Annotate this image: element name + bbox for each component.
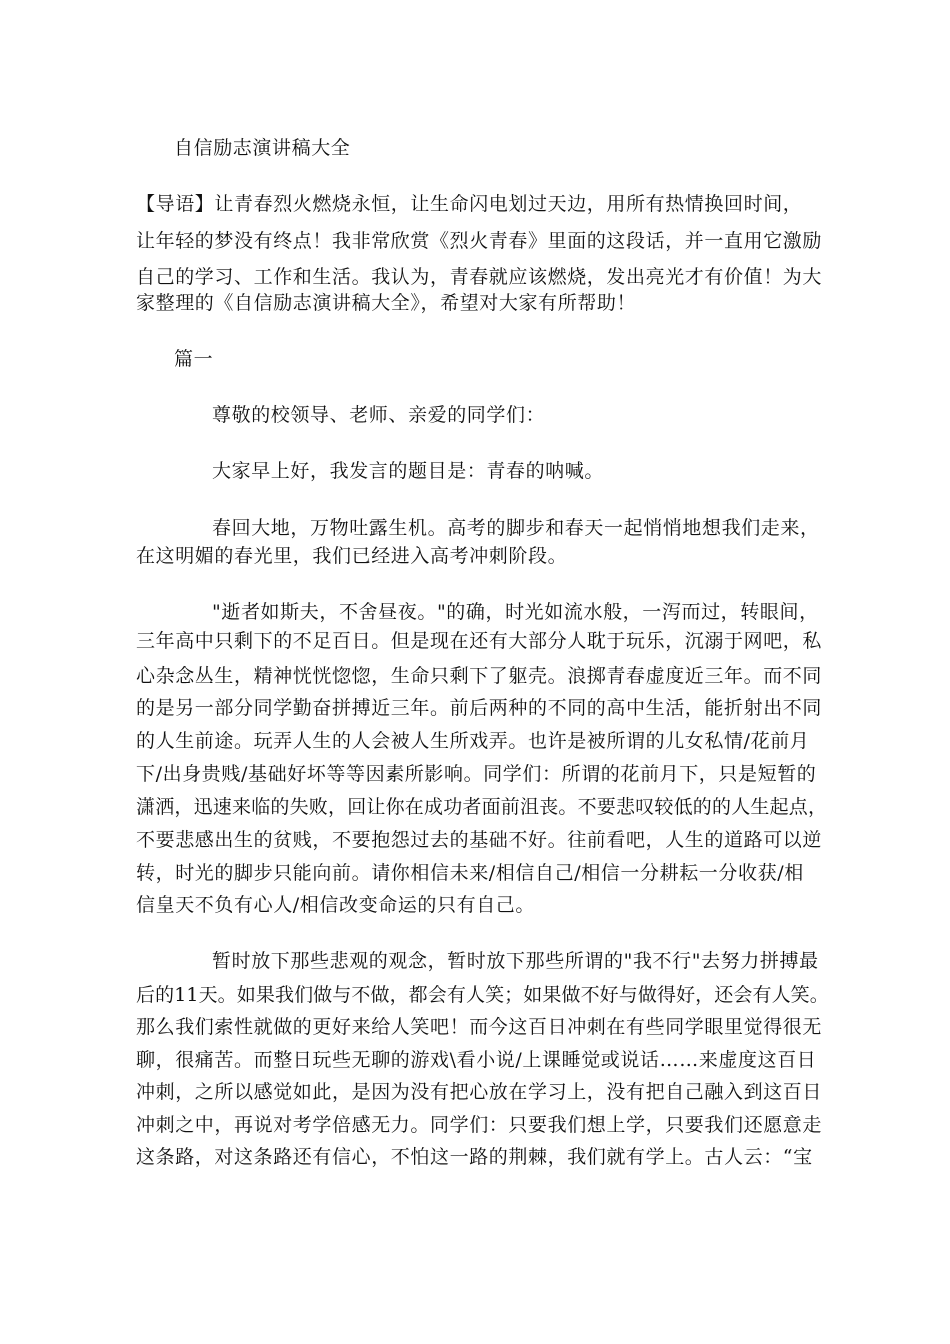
section-label: 篇一: [174, 348, 214, 370]
paragraph-3-line: 聊，很痛苦。而整日玩些无聊的游戏\看小说/上课睡觉或说话……来虚度这百日: [136, 1049, 817, 1071]
intro-line: 让年轻的梦没有终点！我非常欣赏《烈火青春》里面的这段话，并一直用它激励: [136, 230, 823, 252]
intro-line: 家整理的《自信励志演讲稿大全》，希望对大家有所帮助！: [136, 292, 637, 314]
paragraph-3-line: 后的11天。如果我们做与不做，都会有人笑；如果做不好与做得好，还会有人笑。: [136, 984, 829, 1006]
paragraph-1-line: 春回大地，万物吐露生机。高考的脚步和春天一起悄悄地想我们走来，: [212, 517, 820, 539]
intro-line: 自己的学习、工作和生活。我认为，青春就应该燃烧，发出亮光才有价值！为大: [136, 266, 823, 288]
paragraph-2-line: 信皇天不负有心人/相信改变命运的只有自己。: [136, 894, 536, 916]
paragraph-1-line: 在这明媚的春光里，我们已经进入高考冲刺阶段。: [136, 545, 568, 567]
salutation: 尊敬的校领导、老师、亲爱的同学们：: [212, 404, 546, 426]
paragraph-3-line: 那么我们索性就做的更好来给人笑吧！而今这百日冲刺在有些同学眼里觉得很无: [136, 1016, 823, 1038]
paragraph-3-line: 暂时放下那些悲观的观念，暂时放下那些所谓的"我不行"去努力拼搏最: [212, 950, 819, 972]
paragraph-2-line: 三年高中只剩下的不足百日。但是现在还有大部分人耽于玩乐，沉溺于网吧，私: [136, 630, 823, 652]
paragraph-2-line: 不要悲感出生的贫贱，不要抱怨过去的基础不好。往前看吧，人生的道路可以逆: [136, 829, 823, 851]
paragraph-2-line: "逝者如斯夫，不舍昼夜。"的确，时光如流水般，一泻而过，转眼间，: [212, 601, 819, 623]
paragraph-3-line: 这条路，对这条路还有信心，不怕这一路的荆棘，我们就有学上。古人云：“宝: [136, 1146, 813, 1168]
paragraph-3-line: 冲刺之中，再说对考学倍感无力。同学们：只要我们想上学，只要我们还愿意走: [136, 1114, 823, 1136]
greeting: 大家早上好，我发言的题目是：青春的呐喊。: [212, 460, 605, 482]
intro-line: 【导语】让青春烈火燃烧永恒，让生命闪电划过天边，用所有热情换回时间，: [136, 193, 803, 215]
paragraph-2-line: 的人生前途。玩弄人生的人会被人生所戏弄。也许是被所谓的儿女私情/花前月: [136, 730, 810, 752]
paragraph-2-line: 心杂念丛生，精神恍恍惚惚，生命只剩下了躯壳。浪掷青春虚度近三年。而不同: [136, 665, 823, 687]
paragraph-2-line: 转，时光的脚步只能向前。请你相信未来/相信自己/相信一分耕耘一分收获/相: [136, 862, 804, 884]
paragraph-2-line: 的是另一部分同学勤奋拼搏近三年。前后两种的不同的高中生活，能折射出不同: [136, 697, 823, 719]
paragraph-3-line: 冲刺，之所以感觉如此，是因为没有把心放在学习上，没有把自己融入到这百日: [136, 1081, 823, 1103]
paragraph-2-line: 潇洒，迅速来临的失败，回让你在成功者面前沮丧。不要悲叹较低的的人生起点，: [136, 796, 828, 818]
document-title: 自信励志演讲稿大全: [174, 137, 351, 159]
paragraph-2-line: 下/出身贵贱/基础好坏等等因素所影响。同学们：所谓的花前月下，只是短暂的: [136, 763, 817, 785]
